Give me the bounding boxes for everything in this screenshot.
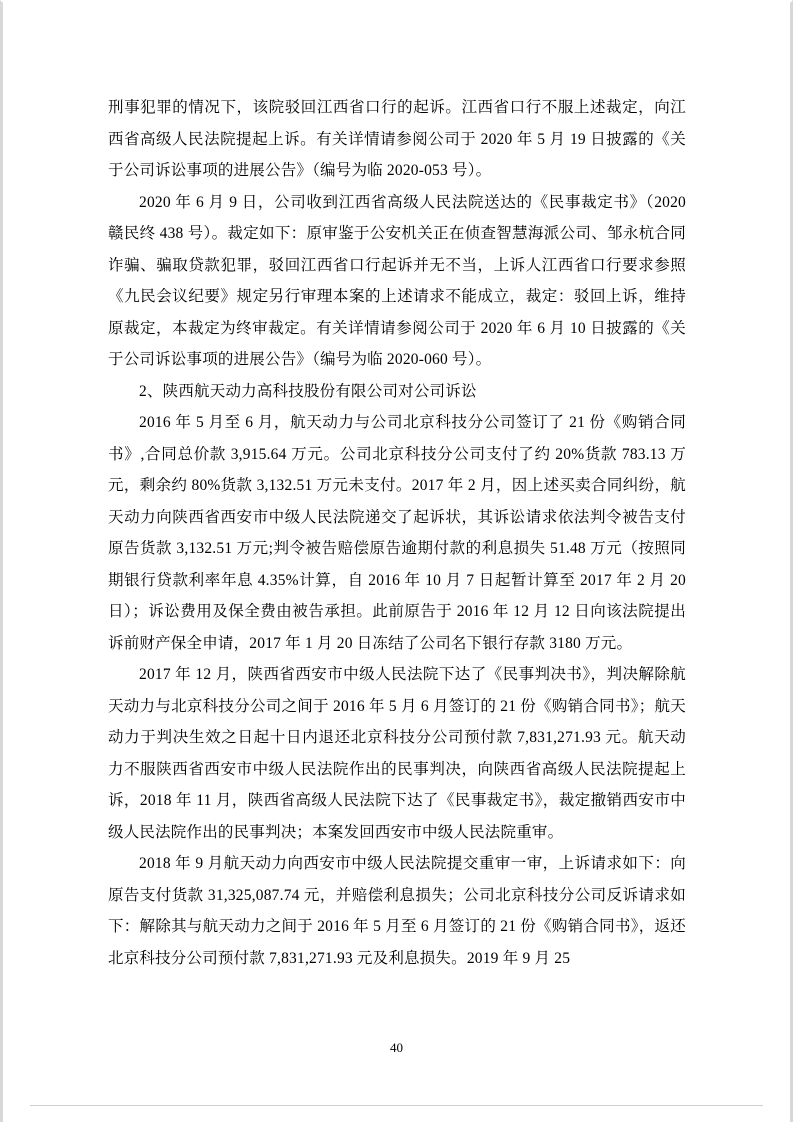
page-number: 40 [390, 1040, 403, 1055]
paragraph-heading-item: 2、陕西航天动力高科技股份有限公司对公司诉讼 [139, 382, 477, 400]
page-bottom-divider [30, 1105, 763, 1106]
paragraph: 2018 年 9 月航天动力向西安市中级人民法院提交重审一审，上诉请求如下：向原告支付货款 31,325,087.74 元，并赔偿利息损失；公司北京科技分公司反诉请求如下：解除其与航天动力之间于 2016 年 5 月至 6 月签订的 21 份《购销合同书》，返还北京科技分公司预付款 7,831,271.93 元及利息损失。2019 年 9 月 25 [108, 855, 686, 967]
paragraph: 刑事犯罪的情况下，该院驳回江西省口行的起诉。江西省口行不服上述裁定，向江西省高级人民法院提起上诉。有关详情请参阅公司于 2020 年 5 月 19 日披露的《关于公司诉讼事项的进展公告》（编号为临 2020-053 号）。 [108, 99, 686, 179]
paragraph: 2016 年 5 月至 6 月，航天动力与公司北京科技分公司签订了 21 份《购销合同书》,合同总价款 3,915.64 万元。公司北京科技分公司支付了约 20%货款 783.13 万元，剩余约 80%货款 3,132.51 万元未支付。2017 年 2 月，因上述买卖合同纠纷，航天动力向陕西省西安市中级人民法院递交了起诉状，其诉讼请求依法判令被告支付原告货款 3,132.51 万元;判令被告赔偿原告逾期付款的利息损失 51.48 万元（按照同期银行贷款利率年息 4.35%计算，自 2016 年 10 月 7 日起暂计算至 2017 年 2 月 20 日）；诉讼费用及保全费由被告承担。此前原告于 2016 年 12 月 12 日向该法院提出诉前财产保全申请，2017 年 1 月 20 日冻结了公司名下银行存款 3180 万元。 [108, 414, 686, 652]
paragraph: 2020 年 6 月 9 日，公司收到江西省高级人民法院送达的《民事裁定书》（2020 赣民终 438 号）。裁定如下：原审鉴于公安机关正在侦查智慧海派公司、邹永杭合同诈骗、骗取贷款犯罪，驳回江西省口行起诉并无不当，上诉人江西省口行要求参照《九民会议纪要》规定另行审理本案的上述请求不能成立，裁定：驳回上诉，维持原裁定，本裁定为终审裁定。有关详情请参阅公司于 2020 年 6 月 10 日披露的《关于公司诉讼事项的进展公告》（编号为临 2020-060 号）。 [108, 193, 686, 368]
paragraph: 2017 年 12 月，陕西省西安市中级人民法院下达了《民事判决书》，判决解除航天动力与北京科技分公司之间于 2016 年 5 月 6 月签订的 21 份《购销合同书》；航天动力于判决生效之日起十日内退还北京科技分公司预付款 7,831,271.93 元。航天动力不服陕西省西安市中级人民法院作出的民事判决，向陕西省高级人民法院提起上诉，2018 年 11 月，陕西省高级人民法院下达了《民事裁定书》，裁定撤销西安市中级人民法院作出的民事判决；本案发回西安市中级人民法院重审。 [108, 666, 686, 841]
page-content [108, 92, 686, 974]
